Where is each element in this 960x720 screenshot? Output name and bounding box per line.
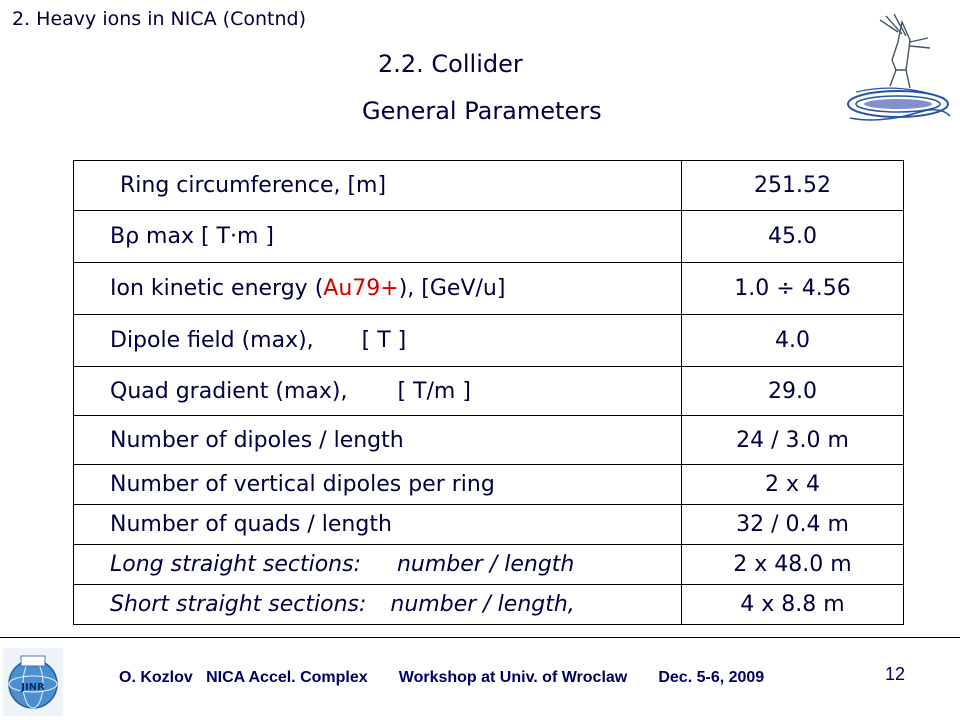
param-value: 32 / 0.4 m [682,505,904,545]
param-value: 45.0 [682,211,904,263]
param-name: Number of vertical dipoles per ring [74,465,682,505]
param-value: 4 x 8.8 m [682,585,904,625]
param-name: Number of quads / length [74,505,682,545]
table-row [74,211,904,263]
param-value: 251.52 [682,161,904,211]
table-row [74,315,904,367]
param-name: Ring circumference, [m] [74,161,682,211]
param-name: Dipole field (max), [ T ] [74,315,682,367]
nica-logo-icon [840,12,955,137]
param-value: 24 / 3.0 m [682,416,904,465]
param-name: Short straight sections: number / length, [74,585,682,625]
param-value: 2 x 48.0 m [682,545,904,585]
parameters-table [73,160,904,625]
param-name: Bρ max [ T·m ] [74,211,682,263]
page-number: 12 [885,664,906,684]
table-row [74,465,904,505]
param-name: Quad gradient (max), [ T/m ] [74,367,682,416]
ion-species: Au79+ [323,276,399,301]
jinr-logo-icon [3,648,63,716]
footer-text: O. Kozlov NICA Accel. Complex Workshop at Univ. of Wroclaw Dec. 5-6, 2009 [119,669,765,686]
param-value: 29.0 [682,367,904,416]
table-row [74,161,904,211]
footer-divider [0,637,960,638]
table-row [74,505,904,545]
section-title: General Parameters [362,97,602,125]
table-row [74,416,904,465]
table-row [74,585,904,625]
param-value: 2 x 4 [682,465,904,505]
table-row [74,367,904,416]
table-row [74,545,904,585]
param-value: 1.0 ÷ 4.56 [682,263,904,315]
param-value: 4.0 [682,315,904,367]
param-name: Long straight sections: number / length [74,545,682,585]
slide-subtitle: 2.2. Collider [378,50,523,78]
param-name: Ion kinetic energy (Au79+), [GeV/u] [74,263,682,315]
jinr-logo-text: JINR [21,682,45,693]
breadcrumb: 2. Heavy ions in NICA (Contnd) [12,8,306,30]
table-row [74,263,904,315]
param-name: Number of dipoles / length [74,416,682,465]
